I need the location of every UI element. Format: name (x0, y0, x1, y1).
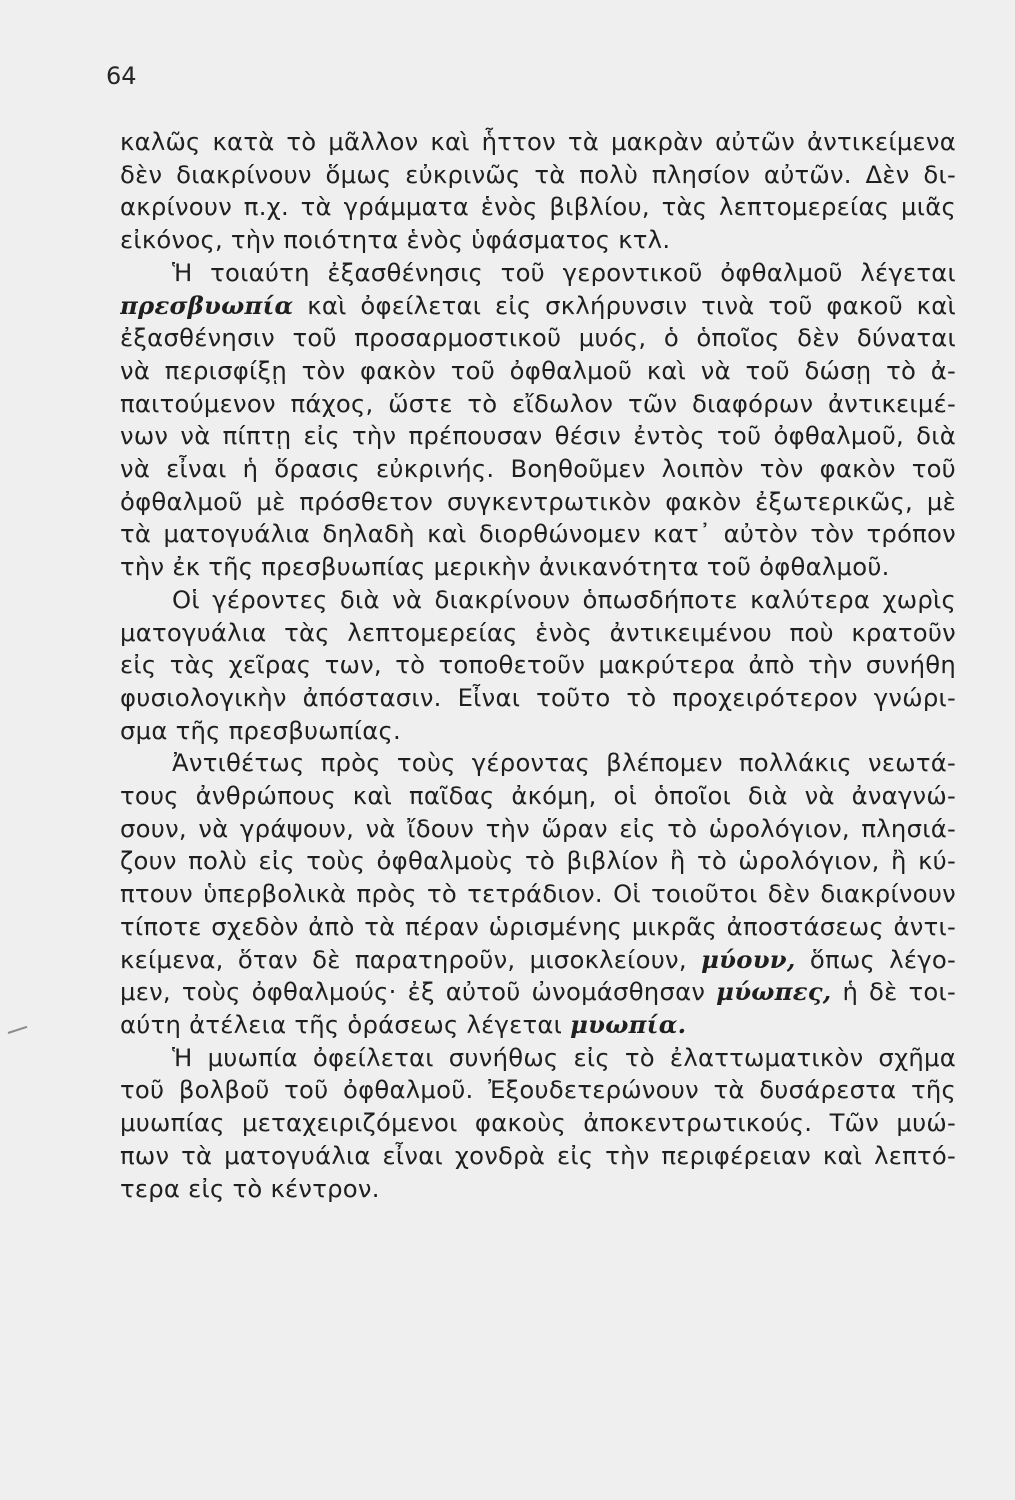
text-line: ἐξασθένησιν τοῦ προσαρμοστικοῦ μυός, ὁ ὁποῖος δὲν δύναται (120, 323, 956, 353)
document-body (120, 126, 956, 1205)
text-line: πων τὰ ματογυάλια εἶναι χονδρὰ εἰς τὴν περιφέρειαν καὶ λεπτό- (120, 1140, 956, 1170)
text-line: τὴν ἐκ τῆς πρεσβυωπίας μερικὴν ἀνικανότητα τοῦ ὀφθαλμοῦ. (120, 552, 890, 582)
text-line: ὀφθαλμοῦ μὲ πρόσθετον συγκεντρωτικὸν φακὸν ἐξωτερικῶς, μὲ (120, 486, 956, 516)
text-line: παιτούμενον πάχος, ὥστε τὸ εἴδωλον τῶν διαφόρων ἀντικειμέ- (120, 388, 956, 418)
text-line (120, 944, 956, 977)
term-myopes: μύωπες, (716, 977, 832, 1007)
text-line (120, 976, 956, 1009)
text-line: τίποτε σχεδὸν ἀπὸ τὰ πέραν ὡρισμένης μικρᾶς ἀποστάσεως ἀντι- (120, 911, 956, 941)
text-line: μυωπίας μεταχειριζόμενοι φακοὺς ἀποκεντρωτικούς. Τῶν μυώ- (120, 1108, 956, 1138)
text-segment: ὅπως λέγο- (795, 944, 956, 974)
text-line: ακρίνουν π.χ. τὰ γράμματα ἑνὸς βιβλίου, τὰς λεπτομερείας μιᾶς (120, 192, 956, 222)
text-segment: κείμενα, ὅταν δὲ παρατηροῦν, μισοκλείουν, (120, 944, 702, 974)
text-segment: ἡ δὲ τοι- (831, 977, 956, 1007)
text-line: σμα τῆς πρεσβυωπίας. (120, 715, 401, 745)
text-line: φυσιολογικὴν ἀπόστασιν. Εἶναι τοῦτο τὸ προχειρότερον γνώρι- (120, 682, 956, 712)
text-line: Ἀντιθέτως πρὸς τοὺς γέροντας βλέπομεν πολλάκις νεωτά- (172, 748, 956, 778)
text-line: ματογυάλια τὰς λεπτομερείας ἑνὸς ἀντικειμένου ποὺ κρατοῦν (120, 617, 956, 647)
text-line: νὰ εἶναι ἡ ὅρασις εὐκρινής. Βοηθοῦμεν λοιπὸν τὸν φακὸν τοῦ (120, 454, 956, 484)
text-line: νων νὰ πίπτῃ εἰς τὴν πρέπουσαν θέσιν ἐντὸς τοῦ ὀφθαλμοῦ, διὰ (120, 421, 956, 451)
text-line: τους ἀνθρώπους καὶ παῖδας ἀκόμη, οἱ ὁποῖοι διὰ νὰ ἀναγνώ- (120, 781, 956, 811)
text-segment: μεν, τοὺς ὀφθαλμούς· ἐξ αὐτοῦ ὠνομάσθησαν (120, 977, 717, 1007)
text-segment: αύτη ἀτέλεια τῆς ὁράσεως λέγεται (120, 1009, 571, 1039)
text-line: νὰ περισφίξῃ τὸν φακὸν τοῦ ὀφθαλμοῦ καὶ νὰ τοῦ δώσῃ τὸ ἀ- (120, 355, 956, 385)
text-line: ζουν πολὺ εἰς τοὺς ὀφθαλμοὺς τὸ βιβλίον ἢ τὸ ὡρολόγιον, ἢ κύ- (120, 846, 956, 876)
text-line (120, 1009, 956, 1042)
text-line: εἰκόνος, τὴν ποιότητα ἑνὸς ὑφάσματος κτλ. (120, 225, 671, 255)
page-number: 64 (106, 62, 137, 90)
text-line: Οἱ γέροντες διὰ νὰ διακρίνουν ὁπωσδήποτε καλύτερα χωρὶς (172, 584, 956, 614)
term-myouen: μύουν, (701, 944, 796, 974)
text-line: εἰς τὰς χεῖρας των, τὸ τοποθετοῦν μακρύτερα ἀπὸ τὴν συνήθη (120, 650, 956, 680)
text-line: Ἡ μυωπία ὀφείλεται συνήθως εἰς τὸ ἐλαττωματικὸν σχῆμα (172, 1042, 956, 1072)
text-line: Ἡ τοιαύτη ἐξασθένησις τοῦ γεροντικοῦ ὀφθαλμοῦ λέγεται (172, 257, 956, 287)
text-line: πτουν ὑπερβολικὰ πρὸς τὸ τετράδιον. Οἱ τοιοῦτοι δὲν διακρίνουν (120, 879, 956, 909)
text-line: τερα εἰς τὸ κέντρον. (120, 1173, 380, 1203)
term-myopia: μυωπία. (570, 1009, 687, 1039)
text-line: σουν, νὰ γράψουν, νὰ ἴδουν τὴν ὥραν εἰς τὸ ὡρολόγιον, πλησιά- (120, 813, 956, 843)
term-presbyopia: πρεσβυωπία (120, 290, 294, 320)
text-line: δὲν διακρίνουν ὅμως εὐκρινῶς τὰ πολὺ πλησίον αὐτῶν. Δὲν δι- (120, 159, 956, 189)
text-line: τοῦ βολβοῦ τοῦ ὀφθαλμοῦ. Ἐξουδετερώνουν τὰ δυσάρεστα τῆς (120, 1075, 956, 1105)
text-line (120, 290, 956, 323)
margin-mark (8, 1026, 28, 1034)
text-line: τὰ ματογυάλια δηλαδὴ καὶ διορθώνομεν κατ᾽ αὐτὸν τὸν τρόπον (120, 519, 956, 549)
text-line: καλῶς κατὰ τὸ μᾶλλον καὶ ἧττον τὰ μακρὰν αὐτῶν ἀντικείμενα (120, 127, 956, 156)
text-segment: καὶ ὀφείλεται εἰς σκλήρυνσιν τινὰ τοῦ φακοῦ καὶ (293, 290, 956, 320)
